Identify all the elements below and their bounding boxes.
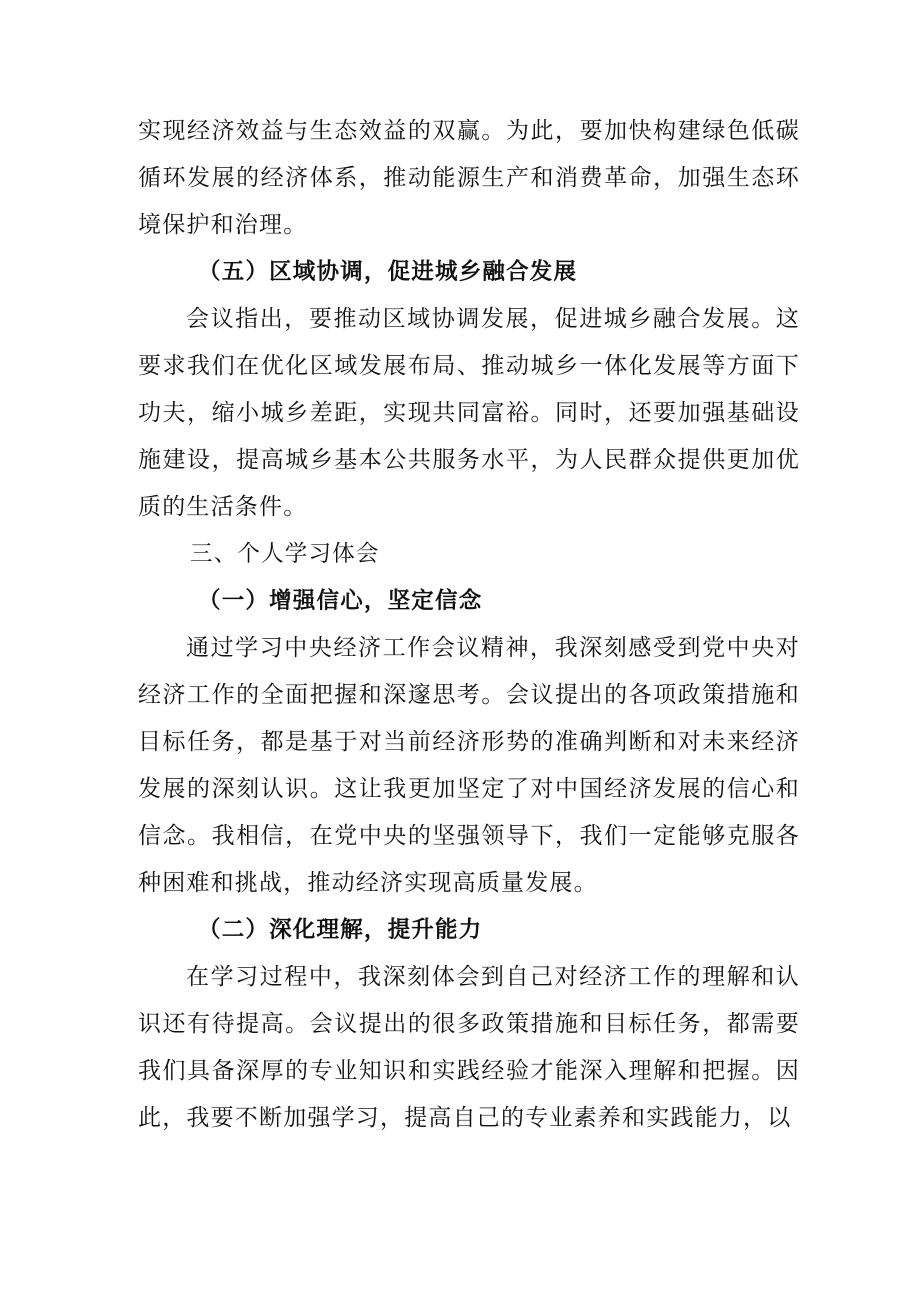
document-body: [138, 108, 800, 1142]
paragraph-strengthen-confidence: 通过学习中央经济工作会议精神，我深刻感受到党中央对经济工作的全面把握和深邃思考。会议提出的各项政策措施和目标任务，都是基于对当前经济形势的准确判断和对未来经济发展的深刻认识。这让我更加坚定了对中国经济发展的信心和信念。我相信，在党中央的坚强领导下，我们一定能够克服各种困难和挑战，推动经济实现高质量发展。: [138, 635, 800, 896]
paragraph-regional-coordination: 会议指出，要推动区域协调发展，促进城乡融合发展。这要求我们在优化区域发展布局、推动城乡一体化发展等方面下功夫，缩小城乡差距，实现共同富裕。同时，还要加强基础设施建设，提高城乡基本公共服务水平，为人民群众提供更加优质的生活条件。: [138, 306, 800, 520]
paragraph-deepen-understanding: 在学习过程中，我深刻体会到自己对经济工作的理解和认识还有待提高。会议提出的很多政策措施和目标任务，都需要我们具备深厚的专业知识和实践经验才能深入理解和把握。因此，我要不断加强学习，提高自己的专业素养和实践能力，以: [138, 964, 800, 1131]
paragraph-ecology-continuation: 实现经济效益与生态效益的双赢。为此，要加快构建绿色低碳循环发展的经济体系，推动能源生产和消费革命，加强生态环境保护和治理。: [138, 118, 800, 238]
subheading-regional-coordination: （五）区域协调，促进城乡融合发展: [198, 259, 578, 285]
subheading-deepen-understanding: （二）深化理解，提升能力: [198, 917, 483, 943]
subheading-strengthen-confidence: （一）增强信心，坚定信念: [198, 588, 483, 614]
section-heading-personal-experience: 三、个人学习体会: [190, 541, 380, 567]
